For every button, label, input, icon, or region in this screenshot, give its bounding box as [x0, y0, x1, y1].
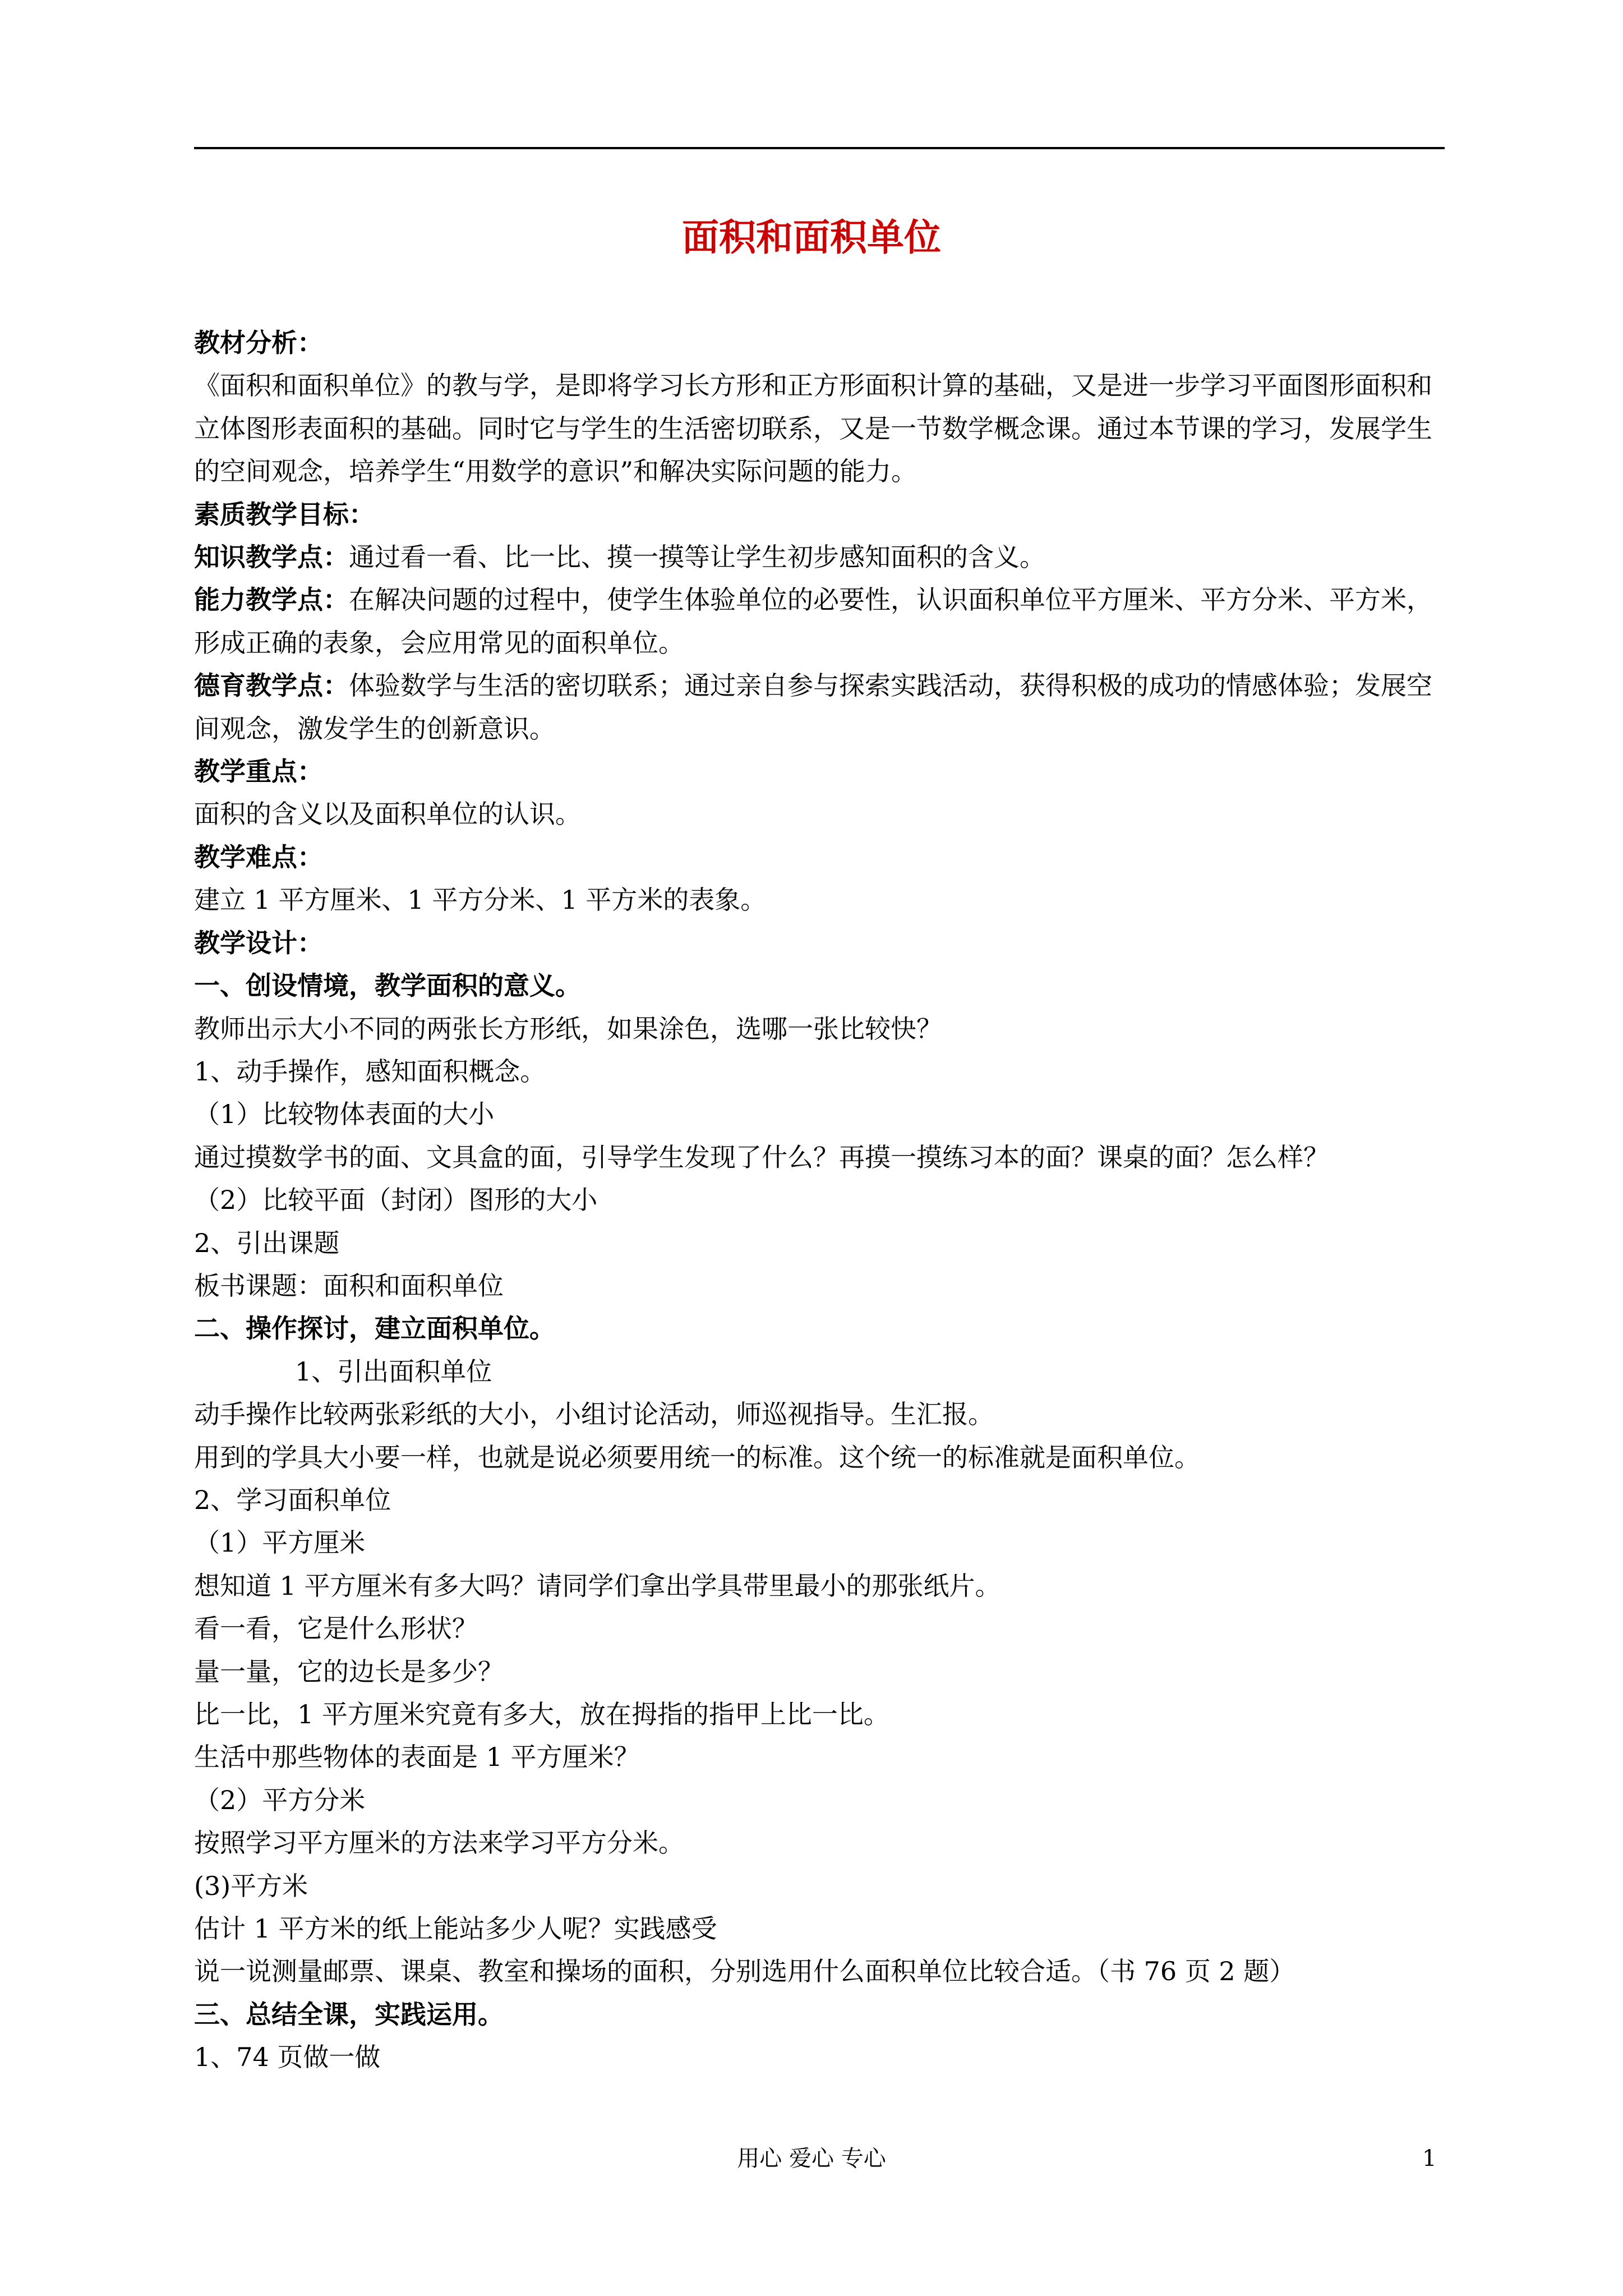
footer-motto: 用心 爱心 专心 — [737, 2146, 886, 2171]
ability-goal-text: 在解决问题的过程中，使学生体验单位的必要性，认识面积单位平方厘米、平方分米、平方米，形成正确的表象，会应用常见的面积单位。 — [194, 585, 1432, 658]
knowledge-goal-text: 通过看一看、比一比、摸一摸等让学生初步感知面积的含义。 — [349, 542, 1045, 573]
part2-line: 量一量，它的边长是多少？ — [194, 1656, 504, 1687]
key-point-text: 面积的含义以及面积单位的认识。 — [194, 799, 581, 830]
part2-line: 看一看，它是什么形状？ — [194, 1613, 478, 1644]
knowledge-goal-label: 知识教学点： — [194, 542, 349, 573]
part1-heading: 一、创设情境，教学面积的意义。 — [194, 970, 581, 1001]
moral-goal-text: 体验数学与生活的密切联系；通过亲自参与探索实践活动，获得积极的成功的情感体验；发展空间观念，激发学生的创新意识。 — [194, 670, 1432, 744]
part1-line: 2、引出课题 — [194, 1227, 340, 1258]
document-title: 面积和面积单位 — [682, 215, 941, 259]
key-point-heading: 教学重点： — [194, 756, 323, 787]
part2-line: 2、学习面积单位 — [194, 1484, 391, 1515]
moral-goal — [194, 664, 1448, 750]
part2-line: 生活中那些物体的表面是 1 平方厘米？ — [194, 1742, 640, 1773]
part3-line: 1、74 页做一做 — [194, 2042, 381, 2073]
part2-heading: 二、操作探讨，建立面积单位。 — [194, 1313, 555, 1344]
part2-line: (3)平方米 — [194, 1870, 308, 1901]
part2-line: 说一说测量邮票、课桌、教室和操场的面积，分别选用什么面积单位比较合适。（书 76 页 2 题） — [194, 1956, 1295, 1987]
analysis-paragraph: 《面积和面积单位》的教与学，是即将学习长方形和正方形面积计算的基础，又是进一步学习平面图形面积和立体图形表面积的基础。同时它与学生的生活密切联系，又是一节数学概念课。通过本节课的学习，发展学生的空间观念，培养学生“用数学的意识”和解决实际问题的能力。 — [194, 370, 1432, 487]
part1-line: 板书课题：面积和面积单位 — [194, 1270, 504, 1301]
part2-line: 想知道 1 平方厘米有多大吗？请同学们拿出学具带里最小的那张纸片。 — [194, 1570, 1001, 1601]
analysis-heading: 教材分析： — [194, 328, 323, 358]
part2-line: （1）平方厘米 — [194, 1527, 366, 1558]
ability-goal — [194, 578, 1448, 664]
moral-goal-label: 德育教学点： — [194, 670, 349, 701]
part1-line: 1、动手操作，感知面积概念。 — [194, 1056, 546, 1087]
part1-line: 教师出示大小不同的两张长方形纸，如果涂色，选哪一张比较快？ — [194, 1013, 942, 1044]
part2-line: 比一比，1 平方厘米究竟有多大，放在拇指的指甲上比一比。 — [194, 1699, 889, 1729]
part3-heading: 三、总结全课，实践运用。 — [194, 1999, 504, 2030]
part1-line: （2）比较平面（封闭）图形的大小 — [194, 1185, 598, 1216]
part2-line: 估计 1 平方米的纸上能站多少人呢？实践感受 — [194, 1913, 717, 1944]
part2-line: 用到的学具大小要一样，也就是说必须要用统一的标准。这个统一的标准就是面积单位。 — [194, 1442, 1200, 1473]
part2-line: 动手操作比较两张彩纸的大小，小组讨论活动，师巡视指导。生汇报。 — [194, 1399, 994, 1430]
part1-line: （1）比较物体表面的大小 — [194, 1099, 495, 1130]
part1-line: 通过摸数学书的面、文具盒的面，引导学生发现了什么？再摸一摸练习本的面？课桌的面？怎么样？ — [194, 1142, 1329, 1172]
header-rule — [194, 147, 1445, 149]
part2-line: 按照学习平方厘米的方法来学习平方分米。 — [194, 1828, 684, 1858]
difficulty-heading: 教学难点： — [194, 841, 323, 872]
goals-heading: 素质教学目标： — [194, 499, 375, 530]
document-body — [194, 321, 1448, 2079]
difficulty-text: 建立 1 平方厘米、1 平方分米、1 平方米的表象。 — [194, 885, 767, 915]
ability-goal-label: 能力教学点： — [194, 585, 349, 615]
design-heading: 教学设计： — [194, 927, 323, 958]
part2-indented-line: 1、引出面积单位 — [295, 1356, 492, 1387]
page-number: 1 — [1422, 2146, 1437, 2171]
knowledge-goal — [194, 536, 1448, 578]
part2-line: （2）平方分米 — [194, 1784, 366, 1815]
